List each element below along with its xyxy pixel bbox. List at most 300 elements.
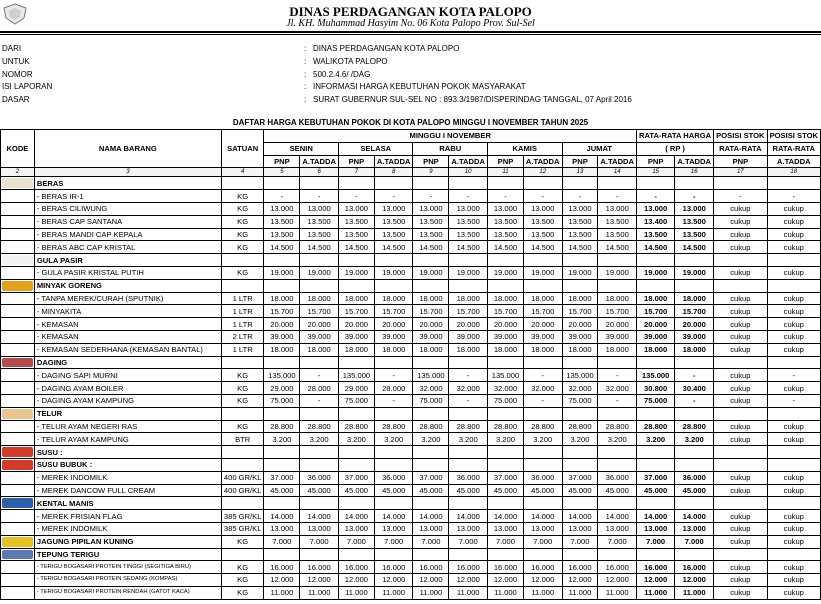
price-cell: 14.000 (488, 510, 524, 523)
table-row (1, 535, 821, 548)
empty-cell (562, 458, 598, 471)
price-cell: - (374, 190, 413, 203)
empty-cell (374, 497, 413, 510)
price-cell: 13.500 (598, 215, 637, 228)
empty-cell (221, 407, 264, 420)
price-cell: 19.000 (413, 266, 449, 279)
col-day: JUMAT (562, 142, 637, 155)
empty-cell (675, 279, 714, 292)
product-photo-cell (1, 433, 35, 446)
table-row (1, 394, 821, 407)
price-cell: 45.000 (523, 484, 562, 497)
price-cell: 12.000 (374, 574, 413, 587)
stock-status-cell: cukup (767, 343, 820, 356)
empty-cell (637, 356, 675, 369)
price-cell: - (449, 190, 488, 203)
empty-cell (449, 497, 488, 510)
price-cell: 11.000 (374, 586, 413, 599)
price-cell: 14.500 (562, 241, 598, 254)
price-cell: 45.000 (562, 484, 598, 497)
price-cell: 28.800 (338, 420, 374, 433)
product-photo-cell (1, 292, 35, 305)
meta-colon: : (304, 56, 307, 66)
item-unit: KG (221, 535, 264, 548)
price-cell: 16.000 (562, 561, 598, 574)
stock-status-cell: cukup (714, 305, 767, 318)
average-price-cell: 30.400 (675, 382, 714, 395)
empty-cell (767, 407, 820, 420)
empty-cell (675, 458, 714, 471)
meta-label: NOMOR (2, 69, 33, 79)
meta-label: ISI LAPORAN (2, 82, 53, 92)
stock-status-cell: cukup (767, 510, 820, 523)
empty-cell (374, 279, 413, 292)
col-index: 5 (264, 168, 300, 177)
empty-cell (449, 356, 488, 369)
meta-colon: : (304, 44, 307, 53)
col-day: KAMIS (488, 142, 563, 155)
price-cell: 16.000 (300, 561, 339, 574)
meta-value: DINAS PERDAGANGAN KOTA PALOPO (313, 44, 460, 53)
price-cell: 14.000 (413, 510, 449, 523)
price-cell: 14.500 (374, 241, 413, 254)
table-row (1, 420, 821, 433)
empty-cell (300, 356, 339, 369)
price-cell: 28.800 (264, 420, 300, 433)
average-price-cell: - (675, 394, 714, 407)
product-photo-cell (1, 318, 35, 331)
meta-colon: : (304, 95, 307, 105)
col-index: 6 (300, 168, 339, 177)
stock-status-cell: cukup (767, 266, 820, 279)
average-price-cell: 11.000 (675, 586, 714, 599)
empty-cell (562, 279, 598, 292)
empty-cell (374, 254, 413, 267)
item-unit: KG (221, 369, 264, 382)
empty-cell (767, 548, 820, 561)
price-cell: 18.000 (413, 292, 449, 305)
stock-status-cell: cukup (767, 318, 820, 331)
empty-cell (598, 446, 637, 459)
price-cell: 7.000 (488, 535, 524, 548)
product-photo-cell (1, 279, 35, 292)
average-price-cell: 18.000 (675, 292, 714, 305)
meta-label: UNTUK (2, 56, 30, 66)
category-name: MINYAK GORENG (34, 279, 221, 292)
price-cell: 3.200 (264, 433, 300, 446)
average-price-cell: 30.800 (637, 382, 675, 395)
average-price-cell: 3.200 (675, 433, 714, 446)
col-index: 7 (338, 168, 374, 177)
price-cell: 13.500 (264, 228, 300, 241)
item-unit: KG (221, 586, 264, 599)
category-row (1, 548, 821, 561)
price-cell: 18.000 (488, 292, 524, 305)
empty-cell (562, 548, 598, 561)
price-cell: - (449, 394, 488, 407)
price-cell: 45.000 (264, 484, 300, 497)
price-cell: 3.200 (449, 433, 488, 446)
price-cell: 13.500 (374, 215, 413, 228)
product-photo-cell (1, 458, 35, 471)
price-cell: 18.000 (374, 292, 413, 305)
price-cell: 39.000 (413, 330, 449, 343)
price-cell: 14.000 (338, 510, 374, 523)
price-cell: 75.000 (488, 394, 524, 407)
egg-photo-icon (2, 409, 33, 419)
price-cell: 7.000 (449, 535, 488, 548)
product-photo-cell (1, 522, 35, 535)
price-cell: 13.500 (562, 215, 598, 228)
price-cell: 13.000 (264, 522, 300, 535)
empty-cell (264, 279, 300, 292)
office-title: DINAS PERDAGANGAN KOTA PALOPO (289, 4, 532, 19)
product-photo-cell (1, 343, 35, 356)
item-unit: KG (221, 266, 264, 279)
price-cell: 75.000 (338, 394, 374, 407)
price-cell: 13.000 (598, 202, 637, 215)
price-cell: 12.000 (488, 574, 524, 587)
average-price-cell: 37.000 (637, 471, 675, 484)
item-unit: KG (221, 561, 264, 574)
price-cell: 18.000 (300, 343, 339, 356)
empty-cell (562, 407, 598, 420)
empty-cell (598, 548, 637, 561)
price-cell: 11.000 (523, 586, 562, 599)
category-name: KENTAL MANIS (34, 497, 221, 510)
category-name: SUSU BUBUK : (34, 458, 221, 471)
price-cell: 13.000 (338, 202, 374, 215)
item-name: - BERAS IR-1 (34, 190, 221, 203)
empty-cell (675, 407, 714, 420)
empty-cell (562, 356, 598, 369)
item-name: - DAGING AYAM BOILER (34, 382, 221, 395)
price-cell: - (598, 190, 637, 203)
item-name: - BERAS MANDI CAP KEPALA (34, 228, 221, 241)
stock-status-cell: cukup (714, 292, 767, 305)
col-index: 4 (221, 168, 264, 177)
product-photo-cell (1, 535, 35, 548)
col-index: 8 (374, 168, 413, 177)
price-cell: - (300, 369, 339, 382)
stock-status-cell: cukup (714, 586, 767, 599)
price-cell: 135.000 (413, 369, 449, 382)
stock-status-cell: cukup (714, 574, 767, 587)
empty-cell (767, 254, 820, 267)
price-cell: 18.000 (562, 292, 598, 305)
price-cell: 19.000 (300, 266, 339, 279)
item-unit: KG (221, 420, 264, 433)
price-cell: 11.000 (562, 586, 598, 599)
average-price-cell: 20.000 (675, 318, 714, 331)
product-photo-cell (1, 497, 35, 510)
price-cell: 13.500 (523, 228, 562, 241)
price-cell: 13.000 (449, 202, 488, 215)
empty-cell (264, 458, 300, 471)
col-pnp: PNP (562, 155, 598, 168)
price-cell: 12.000 (449, 574, 488, 587)
product-photo-cell (1, 484, 35, 497)
price-cell: 14.500 (598, 241, 637, 254)
meta-colon: : (304, 69, 307, 79)
price-cell: 14.500 (338, 241, 374, 254)
col-index: 17 (714, 168, 767, 177)
col-day: SENIN (264, 142, 339, 155)
price-cell: 11.000 (300, 586, 339, 599)
table-row (1, 330, 821, 343)
price-cell: 14.000 (598, 510, 637, 523)
item-name: - MEREK INDOMILK (34, 471, 221, 484)
empty-cell (449, 446, 488, 459)
price-cell: 18.000 (562, 343, 598, 356)
price-cell: 20.000 (338, 318, 374, 331)
price-cell: 32.000 (523, 382, 562, 395)
price-cell: 13.500 (598, 228, 637, 241)
stock-status-cell: cukup (767, 574, 820, 587)
item-name: - MEREK INDOMILK (34, 522, 221, 535)
table-row (1, 228, 821, 241)
price-cell: 16.000 (264, 561, 300, 574)
empty-cell (413, 279, 449, 292)
product-photo-cell (1, 561, 35, 574)
col-kode: KODE (1, 130, 35, 168)
price-cell: - (413, 190, 449, 203)
price-cell: 14.000 (449, 510, 488, 523)
category-name: DAGING (34, 356, 221, 369)
price-cell: 13.000 (264, 202, 300, 215)
price-cell: 19.000 (264, 266, 300, 279)
meta-value: WALIKOTA PALOPO (313, 56, 388, 66)
price-cell: 3.200 (598, 433, 637, 446)
empty-cell (264, 254, 300, 267)
stock-status-cell: cukup (714, 394, 767, 407)
price-cell: - (300, 394, 339, 407)
price-cell: 7.000 (264, 535, 300, 548)
item-name: - KEMASAN (34, 318, 221, 331)
price-cell: 15.700 (300, 305, 339, 318)
empty-cell (338, 356, 374, 369)
stock-status-cell: cukup (767, 471, 820, 484)
item-unit: KG (221, 190, 264, 203)
price-cell: 39.000 (374, 330, 413, 343)
empty-cell (221, 356, 264, 369)
item-name: JAGUNG PIPILAN KUNING (34, 535, 221, 548)
empty-cell (374, 356, 413, 369)
average-price-cell: 36.000 (675, 471, 714, 484)
col-index: 2 (1, 168, 35, 177)
empty-cell (374, 548, 413, 561)
price-cell: 13.500 (374, 228, 413, 241)
category-row (1, 458, 821, 471)
empty-cell (767, 356, 820, 369)
empty-cell (488, 548, 524, 561)
price-cell: 16.000 (523, 561, 562, 574)
empty-cell (300, 279, 339, 292)
empty-cell (523, 548, 562, 561)
empty-cell (675, 548, 714, 561)
empty-cell (598, 177, 637, 190)
empty-cell (413, 446, 449, 459)
meta-colon: : (304, 82, 307, 92)
price-cell: 18.000 (598, 343, 637, 356)
price-cell: 18.000 (449, 343, 488, 356)
product-photo-cell (1, 420, 35, 433)
price-cell: 12.000 (338, 574, 374, 587)
stock-status-cell: cukup (714, 215, 767, 228)
average-price-cell: 7.000 (637, 535, 675, 548)
col-atadda: A.TADDA (374, 155, 413, 168)
price-cell: 15.700 (374, 305, 413, 318)
product-photo-cell (1, 574, 35, 587)
empty-cell (523, 446, 562, 459)
col-pnp: PNP (413, 155, 449, 168)
empty-cell (338, 497, 374, 510)
col-posisi-stok-atadda: POSISI STOK (767, 130, 820, 143)
table-row (1, 369, 821, 382)
empty-cell (675, 177, 714, 190)
price-cell: 32.000 (413, 382, 449, 395)
price-cell: 28.000 (374, 382, 413, 395)
product-photo-cell (1, 241, 35, 254)
price-cell: 13.500 (413, 228, 449, 241)
product-photo-cell (1, 446, 35, 459)
stock-status-cell: cukup (714, 433, 767, 446)
price-cell: 14.500 (523, 241, 562, 254)
price-cell: - (488, 190, 524, 203)
empty-cell (374, 446, 413, 459)
table-row (1, 433, 821, 446)
table-row (1, 318, 821, 331)
col-index: 3 (34, 168, 221, 177)
item-name: - TANPA MEREK/CURAH (SPUTNIK) (34, 292, 221, 305)
price-cell: 15.700 (523, 305, 562, 318)
table-title: DAFTAR HARGA KEBUTUHAN POKOK DI KOTA PALOPO MINGGU I NOVEMBER TAHUN 2025 (232, 118, 589, 127)
empty-cell (562, 254, 598, 267)
stock-status-cell: cukup (767, 215, 820, 228)
stock-status-cell: cukup (714, 522, 767, 535)
price-cell: - (374, 394, 413, 407)
item-name: - BERAS ABC CAP KRISTAL (34, 241, 221, 254)
empty-cell (675, 497, 714, 510)
product-photo-cell (1, 471, 35, 484)
col-day: RABU (413, 142, 488, 155)
stock-status-cell: cukup (714, 228, 767, 241)
stock-status-cell: - (767, 394, 820, 407)
product-photo-cell (1, 586, 35, 599)
price-cell: 11.000 (413, 586, 449, 599)
price-cell: 12.000 (562, 574, 598, 587)
empty-cell (562, 446, 598, 459)
col-index: 13 (562, 168, 598, 177)
price-cell: 3.200 (523, 433, 562, 446)
price-cell: 13.000 (413, 202, 449, 215)
average-price-cell: 15.700 (675, 305, 714, 318)
price-cell: 15.700 (449, 305, 488, 318)
price-cell: 16.000 (488, 561, 524, 574)
empty-cell (767, 458, 820, 471)
price-cell: 14.000 (523, 510, 562, 523)
empty-cell (714, 458, 767, 471)
price-cell: 11.000 (598, 586, 637, 599)
empty-cell (300, 458, 339, 471)
price-cell: 28.800 (562, 420, 598, 433)
empty-cell (300, 446, 339, 459)
price-cell: 13.500 (488, 228, 524, 241)
column-index-row (1, 168, 821, 177)
item-unit: KG (221, 574, 264, 587)
price-cell: 18.000 (338, 292, 374, 305)
price-cell: 13.000 (562, 522, 598, 535)
average-price-cell: 75.000 (637, 394, 675, 407)
header-row-1 (1, 130, 821, 143)
col-rata-harga: RATA-RATA HARGA (637, 130, 714, 143)
empty-cell (488, 254, 524, 267)
price-cell: 14.000 (300, 510, 339, 523)
price-cell: 20.000 (413, 318, 449, 331)
price-cell: - (374, 369, 413, 382)
meta-label: DARI (2, 44, 22, 53)
price-cell: 7.000 (523, 535, 562, 548)
price-cell: 39.000 (300, 330, 339, 343)
price-cell: 18.000 (523, 292, 562, 305)
price-cell: 18.000 (300, 292, 339, 305)
price-cell: 13.500 (449, 228, 488, 241)
item-unit: 385 GR/KL (221, 522, 264, 535)
flour-photo-icon (2, 550, 33, 560)
empty-cell (488, 177, 524, 190)
price-cell: 16.000 (338, 561, 374, 574)
product-photo-cell (1, 548, 35, 561)
price-cell: - (264, 190, 300, 203)
price-cell: 16.000 (449, 561, 488, 574)
price-cell: 12.000 (264, 574, 300, 587)
price-cell: - (338, 190, 374, 203)
stock-status-cell: cukup (714, 535, 767, 548)
price-cell: 39.000 (449, 330, 488, 343)
price-cell: 28.800 (488, 420, 524, 433)
price-cell: 7.000 (413, 535, 449, 548)
stock-status-cell: - (767, 369, 820, 382)
stock-status-cell: cukup (767, 586, 820, 599)
price-cell: 14.000 (562, 510, 598, 523)
col-pnp: PNP (714, 155, 767, 168)
price-cell: 18.000 (374, 343, 413, 356)
price-cell: 45.000 (413, 484, 449, 497)
empty-cell (488, 407, 524, 420)
table-row (1, 382, 821, 395)
empty-cell (488, 356, 524, 369)
average-price-cell: 13.000 (675, 202, 714, 215)
price-cell: 39.000 (562, 330, 598, 343)
col-atadda: A.TADDA (449, 155, 488, 168)
empty-cell (488, 497, 524, 510)
price-cell: - (598, 394, 637, 407)
average-price-cell: 45.000 (637, 484, 675, 497)
item-unit: 1 LTR (221, 292, 264, 305)
empty-cell (338, 407, 374, 420)
empty-cell (637, 446, 675, 459)
empty-cell (523, 279, 562, 292)
price-cell: 45.000 (338, 484, 374, 497)
empty-cell (338, 446, 374, 459)
price-cell: 19.000 (338, 266, 374, 279)
average-price-cell: 16.000 (675, 561, 714, 574)
empty-cell (264, 548, 300, 561)
price-cell: - (523, 369, 562, 382)
price-cell: 14.500 (413, 241, 449, 254)
average-price-cell: 18.000 (675, 343, 714, 356)
table-row (1, 266, 821, 279)
